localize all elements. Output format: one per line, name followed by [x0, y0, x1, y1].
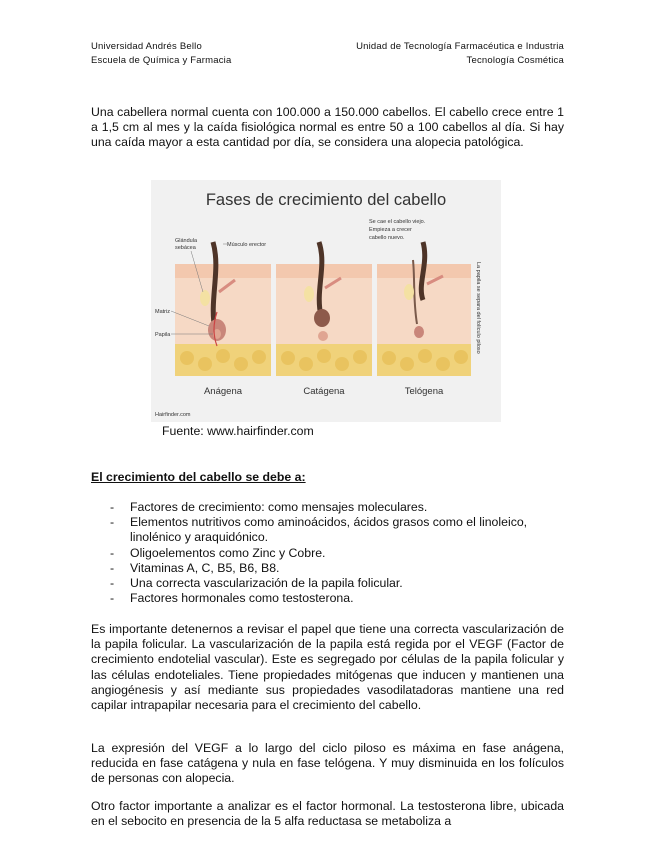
figure-credit: Hairfinder.com: [155, 412, 191, 418]
telogen-note-line3: cabello nuevo.: [369, 235, 405, 241]
list-item: - Elementos nutritivos como aminoácidos, ácidos grasos como el linoleico, linolénico y araquidónico.: [91, 515, 564, 545]
phase-label-anagen: Anágena: [203, 386, 243, 397]
hair-growth-figure: [151, 180, 501, 422]
header-left: [91, 40, 231, 68]
unit-name: Unidad de Tecnología Farmacéutica e Industria: [356, 41, 564, 52]
label-papila: Papila: [155, 332, 171, 338]
label-matriz: Matriz: [155, 309, 170, 315]
figure-title: Fases de crecimiento del cabello: [205, 191, 447, 209]
vegf-paragraph: Es importante detenernos a revisar el papel que tiene una correcta vascularización de la papila folicular. La vascularización de la papila está regida por el VEGF (Factor de crecimiento endotelial vascular). Este es segregado por células de la papila folicular y las células endoteliales. Tiene propiedades mitógenas que inducen y mantienen una angiogénesis y así mediante sus propiedades vasodilatadoras mantiene una red capilar intrapapilar necesaria para el crecimiento del cabello.: [91, 622, 564, 713]
label-glandula-line1: Glándula: [175, 238, 198, 244]
label-glandula-line2: sebácea: [175, 245, 196, 251]
list-item: - Una correcta vascularización de la papila folicular.: [91, 576, 564, 591]
list-item: - Factores de crecimiento: como mensajes moleculares.: [91, 500, 564, 515]
list-item: - Vitaminas A, C, B5, B6, B8.: [91, 561, 564, 576]
cycle-paragraph: La expresión del VEGF a lo largo del ciclo piloso es máxima en fase anágena, reducida en fase catágena y nula en fase telógena. Y muy disminuida en los folículos de personas con alopecia.: [91, 741, 564, 786]
figure-caption: Fuente: www.hairfinder.com: [162, 424, 314, 438]
side-note: La papila se separa del folículo piloso: [475, 262, 481, 354]
header-right: [356, 40, 564, 68]
label-musculo: Músculo erector: [227, 242, 267, 248]
course-name: Tecnología Cosmética: [466, 55, 564, 66]
list-item: - Factores hormonales como testosterona.: [91, 591, 564, 606]
list-item: - Oligoelementos como Zinc y Cobre.: [91, 546, 564, 561]
telogen-note-line2: Empieza a crecer: [369, 227, 412, 233]
phase-label-telogen: Telógena: [404, 386, 444, 397]
hair-phases-illustration: [151, 180, 501, 422]
university-name: Universidad Andrés Bello: [91, 41, 202, 52]
school-name: Escuela de Química y Farmacia: [91, 55, 232, 66]
growth-factors-list: [91, 500, 564, 606]
telogen-note-line1: Se cae el cabello viejo.: [369, 219, 426, 225]
phase-label-catagen: Catágena: [303, 386, 345, 397]
hormonal-paragraph: Otro factor importante a analizar es el factor hormonal. La testosterona libre, ubicada en el sebocito en presencia de la 5 alfa reductasa se metaboliza a: [91, 799, 564, 829]
intro-paragraph: Una cabellera normal cuenta con 100.000 a 150.000 cabellos. El cabello crece entre 1 a 1,5 cm al mes y la caída fisiológica normal es entre 50 a 100 cabellos al día. Si hay una caída mayor a esta cantidad por día, se considera una alopecia patológica.: [91, 105, 564, 150]
section-heading: El crecimiento del cabello se debe a:: [91, 470, 306, 484]
